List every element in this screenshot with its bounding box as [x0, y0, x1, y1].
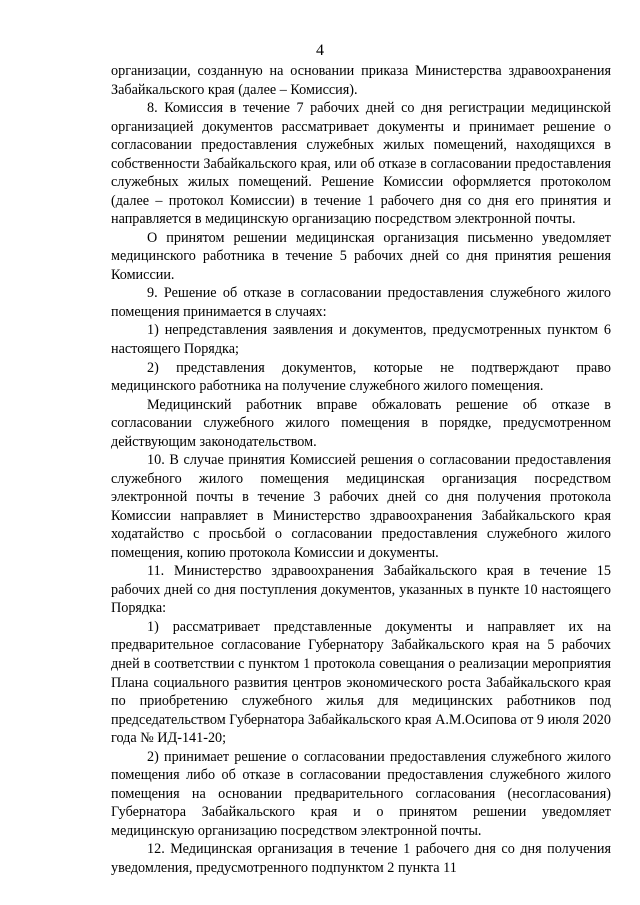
paragraph: 2) принимает решение о согласовании предоставления служебного жилого помещения либо об отказе в согласовании предоставления служебного жилого помещения на основании предварительного согласования (несогласования) Губернатора Забайкальского края и о принятом решении уведомляет медицинскую организацию посредством электронной почты.	[111, 748, 611, 839]
paragraph: 10. В случае принятия Комиссией решения о согласовании предоставления служебного жилого помещения медицинская организация посредством электронной почты в течение 3 рабочих дней со дня получения протокола Комиссии направляет в Министерство здравоохранения Забайкальского края ходатайство с просьбой о согласовании предоставления служебного жилого помещения, копию протокола Комиссии и документы.	[111, 452, 611, 561]
paragraph: 2) представления документов, которые не подтверждают право медицинского работника на получение служебного жилого помещения.	[111, 359, 611, 395]
paragraph: 9. Решение об отказе в согласовании предоставления служебного жилого помещения принимается в случаях:	[111, 285, 611, 320]
paragraph: 12. Медицинская организация в течение 1 рабочего дня со дня получения уведомления, предусмотренного подпунктом 2 пункта 11	[111, 841, 611, 876]
page-number: 4	[316, 42, 324, 59]
paragraph: 11. Министерство здравоохранения Забайкальского края в течение 15 рабочих дней со дня поступления документов, указанных в пункте 10 настоящего Порядка:	[111, 563, 611, 617]
paragraph: организации, созданную на основании приказа Министерства здравоохранения Забайкальского края (далее – Комиссия).	[111, 63, 611, 98]
paragraph: 1) рассматривает представленные документы и направляет их на предварительное согласование Губернатору Забайкальского края на 5 рабочих дней в соответствии с пунктом 1 протокола совещания о реализации мероприятия Плана социального развития центров экономического роста Забайкальского края по приобретению служебного жилья для медицинских работников под председательством Губернатора Забайкальского края А.М.Осипова от 9 июля 2020 года № ИД-141-20;	[111, 618, 611, 747]
paragraph: 1) непредставления заявления и документов, предусмотренных пунктом 6 настоящего Порядка;	[111, 322, 611, 357]
document-body	[111, 62, 611, 877]
paragraph: Медицинский работник вправе обжаловать решение об отказе в согласовании служебного жилого помещения в порядке, предусмотренном действующим законодательством.	[111, 396, 611, 450]
paragraph: 8. Комиссия в течение 7 рабочих дней со дня регистрации медицинской организацией документов рассматривает документы и принимает решение о согласовании предоставления служебных жилых помещений, находящихся в собственности Забайкальского края, или об отказе в согласовании предоставления служебных жилых помещений. Решение Комиссии оформляется протоколом (далее – протокол Комиссии) в течение 1 рабочего дня со дня его принятия и направляется в медицинскую организацию посредством электронной почты.	[111, 100, 611, 228]
paragraph: О принятом решении медицинская организация письменно уведомляет медицинского работника в течение 5 рабочих дней со дня принятия решения Комиссии.	[111, 229, 611, 283]
